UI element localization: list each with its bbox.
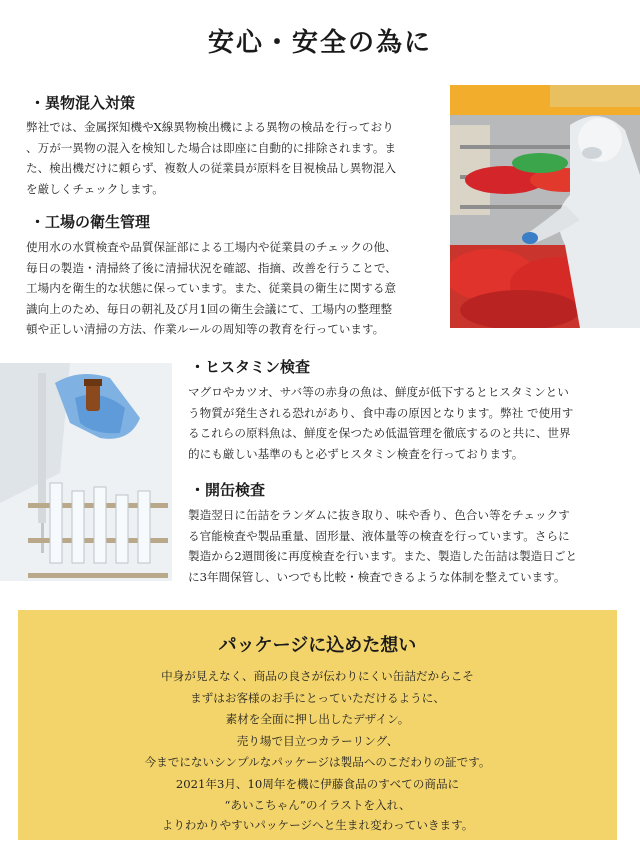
can-inspection-heading: ・開缶検査 <box>190 481 266 499</box>
page-title: 安心・安全の為に <box>207 28 432 58</box>
text-line: 製造から2週間後に再度検査を行います。また、製造した缶詰は製造日ごと <box>188 549 578 563</box>
factory-worker-photo <box>450 85 640 328</box>
package-line: 2021年3月、10周年を機に伊藤食品のすべての商品に <box>175 777 460 791</box>
foreign-matter-text <box>26 117 438 199</box>
histamine-text <box>188 382 612 464</box>
text-line: 弊社では、金属探知機やX線異物検出機による異物の検品を行っており <box>26 120 394 134</box>
foreign-matter-heading: ・異物混入対策 <box>30 94 136 112</box>
package-message-box <box>18 610 617 840</box>
text-line: 識向上のため、毎日の朝礼及び月1回の衛生会議にて、工場内の整理整 <box>26 301 393 316</box>
can-inspection-text <box>188 505 612 587</box>
text-line: 工場内を衛生的な状態に保っています。また、従業員の衛生に関する意 <box>26 281 397 295</box>
text-line: 頓や正しい清掃の方法、作業ルールの周知等の教育を行っています。 <box>26 322 385 336</box>
package-line: よりわかりやすいパッケージへと生まれ変わっていきます。 <box>161 818 474 832</box>
text-line: 毎日の製造・清掃終了後に清掃状況を確認、指摘、改善を行うことで、 <box>26 260 397 275</box>
text-line: マグロやカツオ、サバ等の赤身の魚は、鮮度が低下するとヒスタミンとい <box>188 385 569 399</box>
factory-photo-illustration <box>450 85 640 328</box>
package-title: パッケージに込めた想い <box>218 635 417 656</box>
package-line: まずはお客様のお手にとっていただけるように、 <box>190 691 445 705</box>
histamine-heading: ・ヒスタミン検査 <box>190 358 311 376</box>
text-line: 的にも厳しい基準のもと必ずヒスタミン検査を行っております。 <box>188 446 524 461</box>
lab-test-photo <box>0 363 172 581</box>
text-line: る官能検査や製品重量、固形量、液体量等の検査を行っています。さらに <box>188 528 570 543</box>
package-line: “あいこちゃん”のイラストを入れ、 <box>224 798 411 812</box>
text-line: を厳しくチェックします。 <box>26 181 164 196</box>
text-line: 、万が一異物の混入を検知した場合は即座に自動的に排除されます。ま <box>26 140 397 155</box>
text-line: に3年間保管し、いつでも比較・検査できるような体制を整えています。 <box>188 569 566 584</box>
package-line: 中身が見えなく、商品の良さが伝わりにくい缶詰だからこそ <box>161 669 474 683</box>
text-line: 製造翌日に缶詰をランダムに抜き取り、味や香り、色合い等をチェックす <box>188 508 570 522</box>
hygiene-heading: ・工場の衛生管理 <box>30 213 151 231</box>
package-line: 売り場で目立つカラーリング、 <box>236 734 399 748</box>
text-line: 使用水の水質検査や品質保証部による工場内や従業員のチェックの他、 <box>26 240 397 254</box>
text-line: るこれらの原料魚は、鮮度を保つため低温管理を徹底するのと共に、世界 <box>188 426 571 440</box>
lab-photo-illustration <box>0 363 172 581</box>
package-line: 素材を全面に押し出したデザイン。 <box>225 712 410 726</box>
text-line: た、検出機だけに頼らず、複数人の従業員が原料を目視検品し異物混入 <box>26 161 397 175</box>
hygiene-text <box>26 237 438 340</box>
package-line: 今までにないシンプルなパッケージは製品へのこだわりの証です。 <box>144 755 491 769</box>
text-line: う物質が発生される恐れがあり、食中毒の原因となります。弊社 で使用す <box>188 405 574 420</box>
